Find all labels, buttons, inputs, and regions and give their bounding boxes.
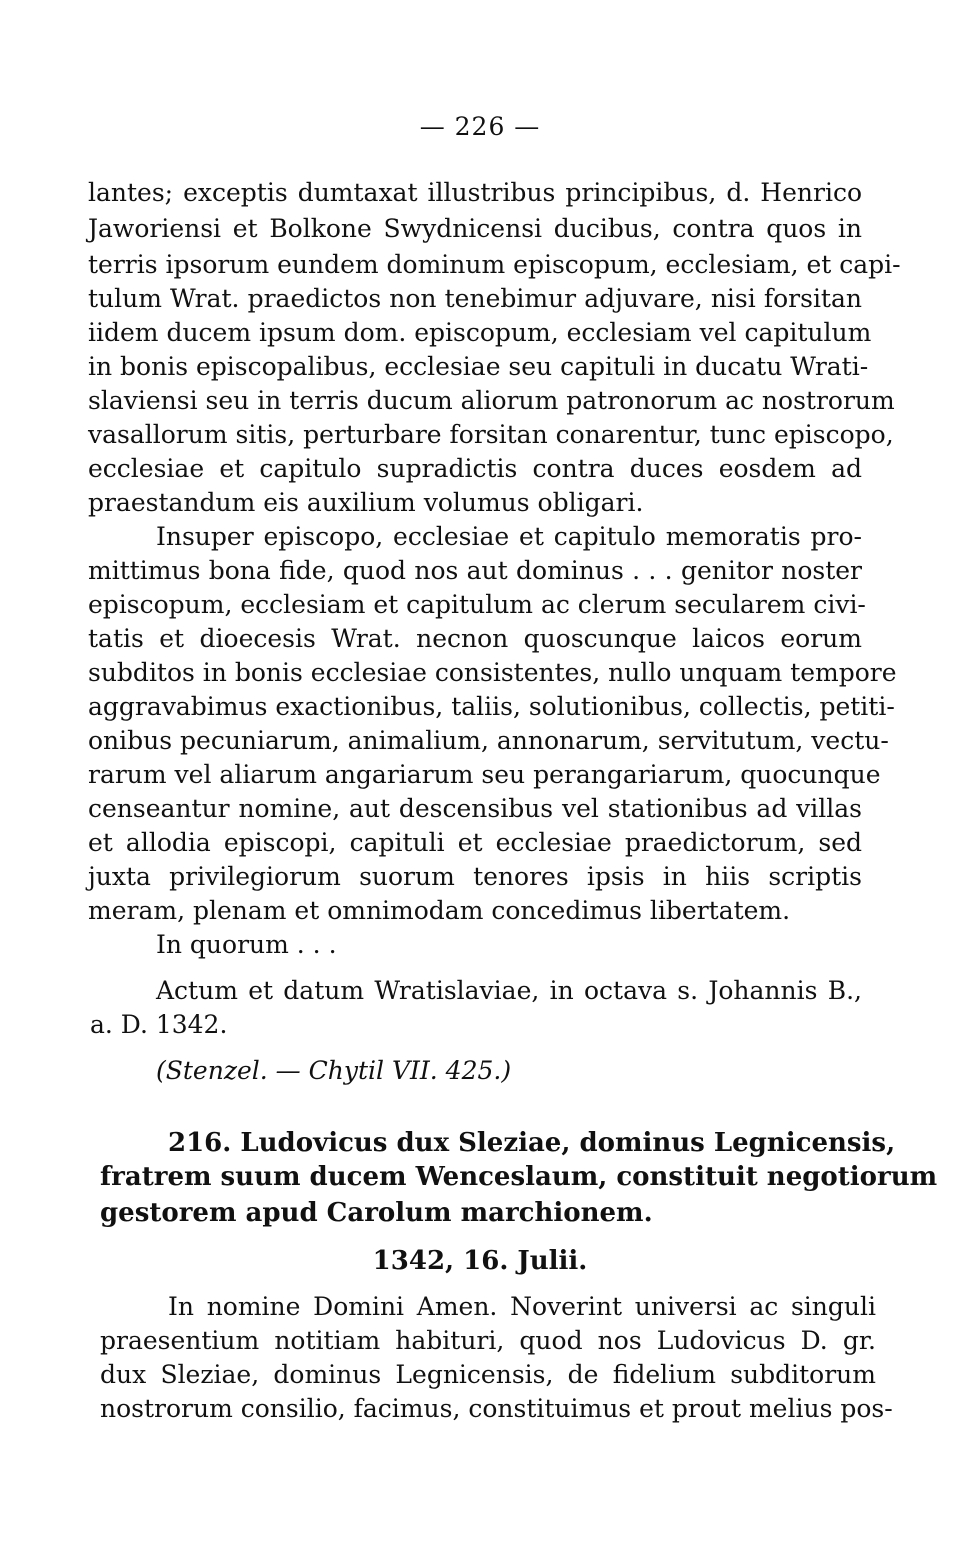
text-line: meram, plenam et omnimodam concedimus libertatem. <box>88 896 791 925</box>
text-line: mittimus bona fide, quod nos aut dominus . . . genitor noster <box>88 556 862 585</box>
document-heading-line: fratrem suum ducem Wenceslaum, constituit negotiorum <box>100 1162 938 1192</box>
text-line: juxta privilegiorum suorum tenores ipsis in hiis scriptis <box>88 862 862 891</box>
text-line: aggravabimus exactionibus, taliis, solutionibus, collectis, petiti- <box>88 692 895 721</box>
text-line: a. D. 1342. <box>90 1010 228 1039</box>
text-line: tatis et dioecesis Wrat. necnon quoscunque laicos eorum <box>88 624 862 653</box>
text-line: rarum vel aliarum angariarum seu perangariarum, quocunque <box>88 760 881 789</box>
document-heading-line: 216. Ludovicus dux Sleziae, dominus Legnicensis, <box>168 1128 896 1158</box>
document-date: 1342, 16. Julii. <box>372 1246 588 1276</box>
text-line: vasallorum sitis, perturbare forsitan conarentur, tunc episcopo, <box>88 420 894 449</box>
text-line: Insuper episcopo, ecclesiae et capitulo memoratis pro- <box>156 522 862 551</box>
text-line: in bonis episcopalibus, ecclesiae seu capituli in ducatu Wrati- <box>88 352 869 381</box>
text-line: tulum Wrat. praedictos non tenebimur adjuvare, nisi forsitan <box>88 284 862 313</box>
source-citation: (Stenzel. — Chytil VII. 425.) <box>156 1056 512 1085</box>
text-line: Jaworiensi et Bolkone Swydnicensi ducibus, contra quos in <box>88 214 862 243</box>
in-quorum-line: In quorum . . . <box>156 930 337 959</box>
document-heading-line: gestorem apud Carolum marchionem. <box>100 1198 653 1228</box>
text-line: dux Sleziae, dominus Legnicensis, de fidelium subditorum <box>100 1360 876 1389</box>
text-line: subditos in bonis ecclesiae consistentes, nullo unquam tempore <box>88 658 897 687</box>
text-line: terris ipsorum eundem dominum episcopum, ecclesiam, et capi- <box>88 250 901 279</box>
page-number: — 226 — <box>419 112 541 141</box>
text-line: et allodia episcopi, capituli et ecclesiae praedictorum, sed <box>88 828 862 857</box>
text-line: episcopum, ecclesiam et capitulum ac clerum secularem civi- <box>88 590 866 619</box>
text-line: ecclesiae et capitulo supradictis contra duces eosdem ad <box>88 454 862 483</box>
text-line: lantes; exceptis dumtaxat illustribus principibus, d. Henrico <box>88 178 862 207</box>
text-line: censeantur nomine, aut descensibus vel stationibus ad villas <box>88 794 862 823</box>
text-line: onibus pecuniarum, animalium, annonarum, servitutum, vectu- <box>88 726 889 755</box>
text-line: iidem ducem ipsum dom. episcopum, ecclesiam vel capitulum <box>88 318 872 347</box>
text-line: praesentium notitiam habituri, quod nos Ludovicus D. gr. <box>100 1326 876 1355</box>
text-line: slaviensi seu in terris ducum aliorum patronorum ac nostrorum <box>88 386 895 415</box>
text-line: praestandum eis auxilium volumus obligari. <box>88 488 644 517</box>
text-line: Actum et datum Wratislaviae, in octava s. Johannis B., <box>156 976 862 1005</box>
text-line: nostrorum consilio, facimus, constituimus et prout melius pos- <box>100 1394 893 1423</box>
text-line: In nomine Domini Amen. Noverint universi ac singuli <box>168 1292 876 1321</box>
